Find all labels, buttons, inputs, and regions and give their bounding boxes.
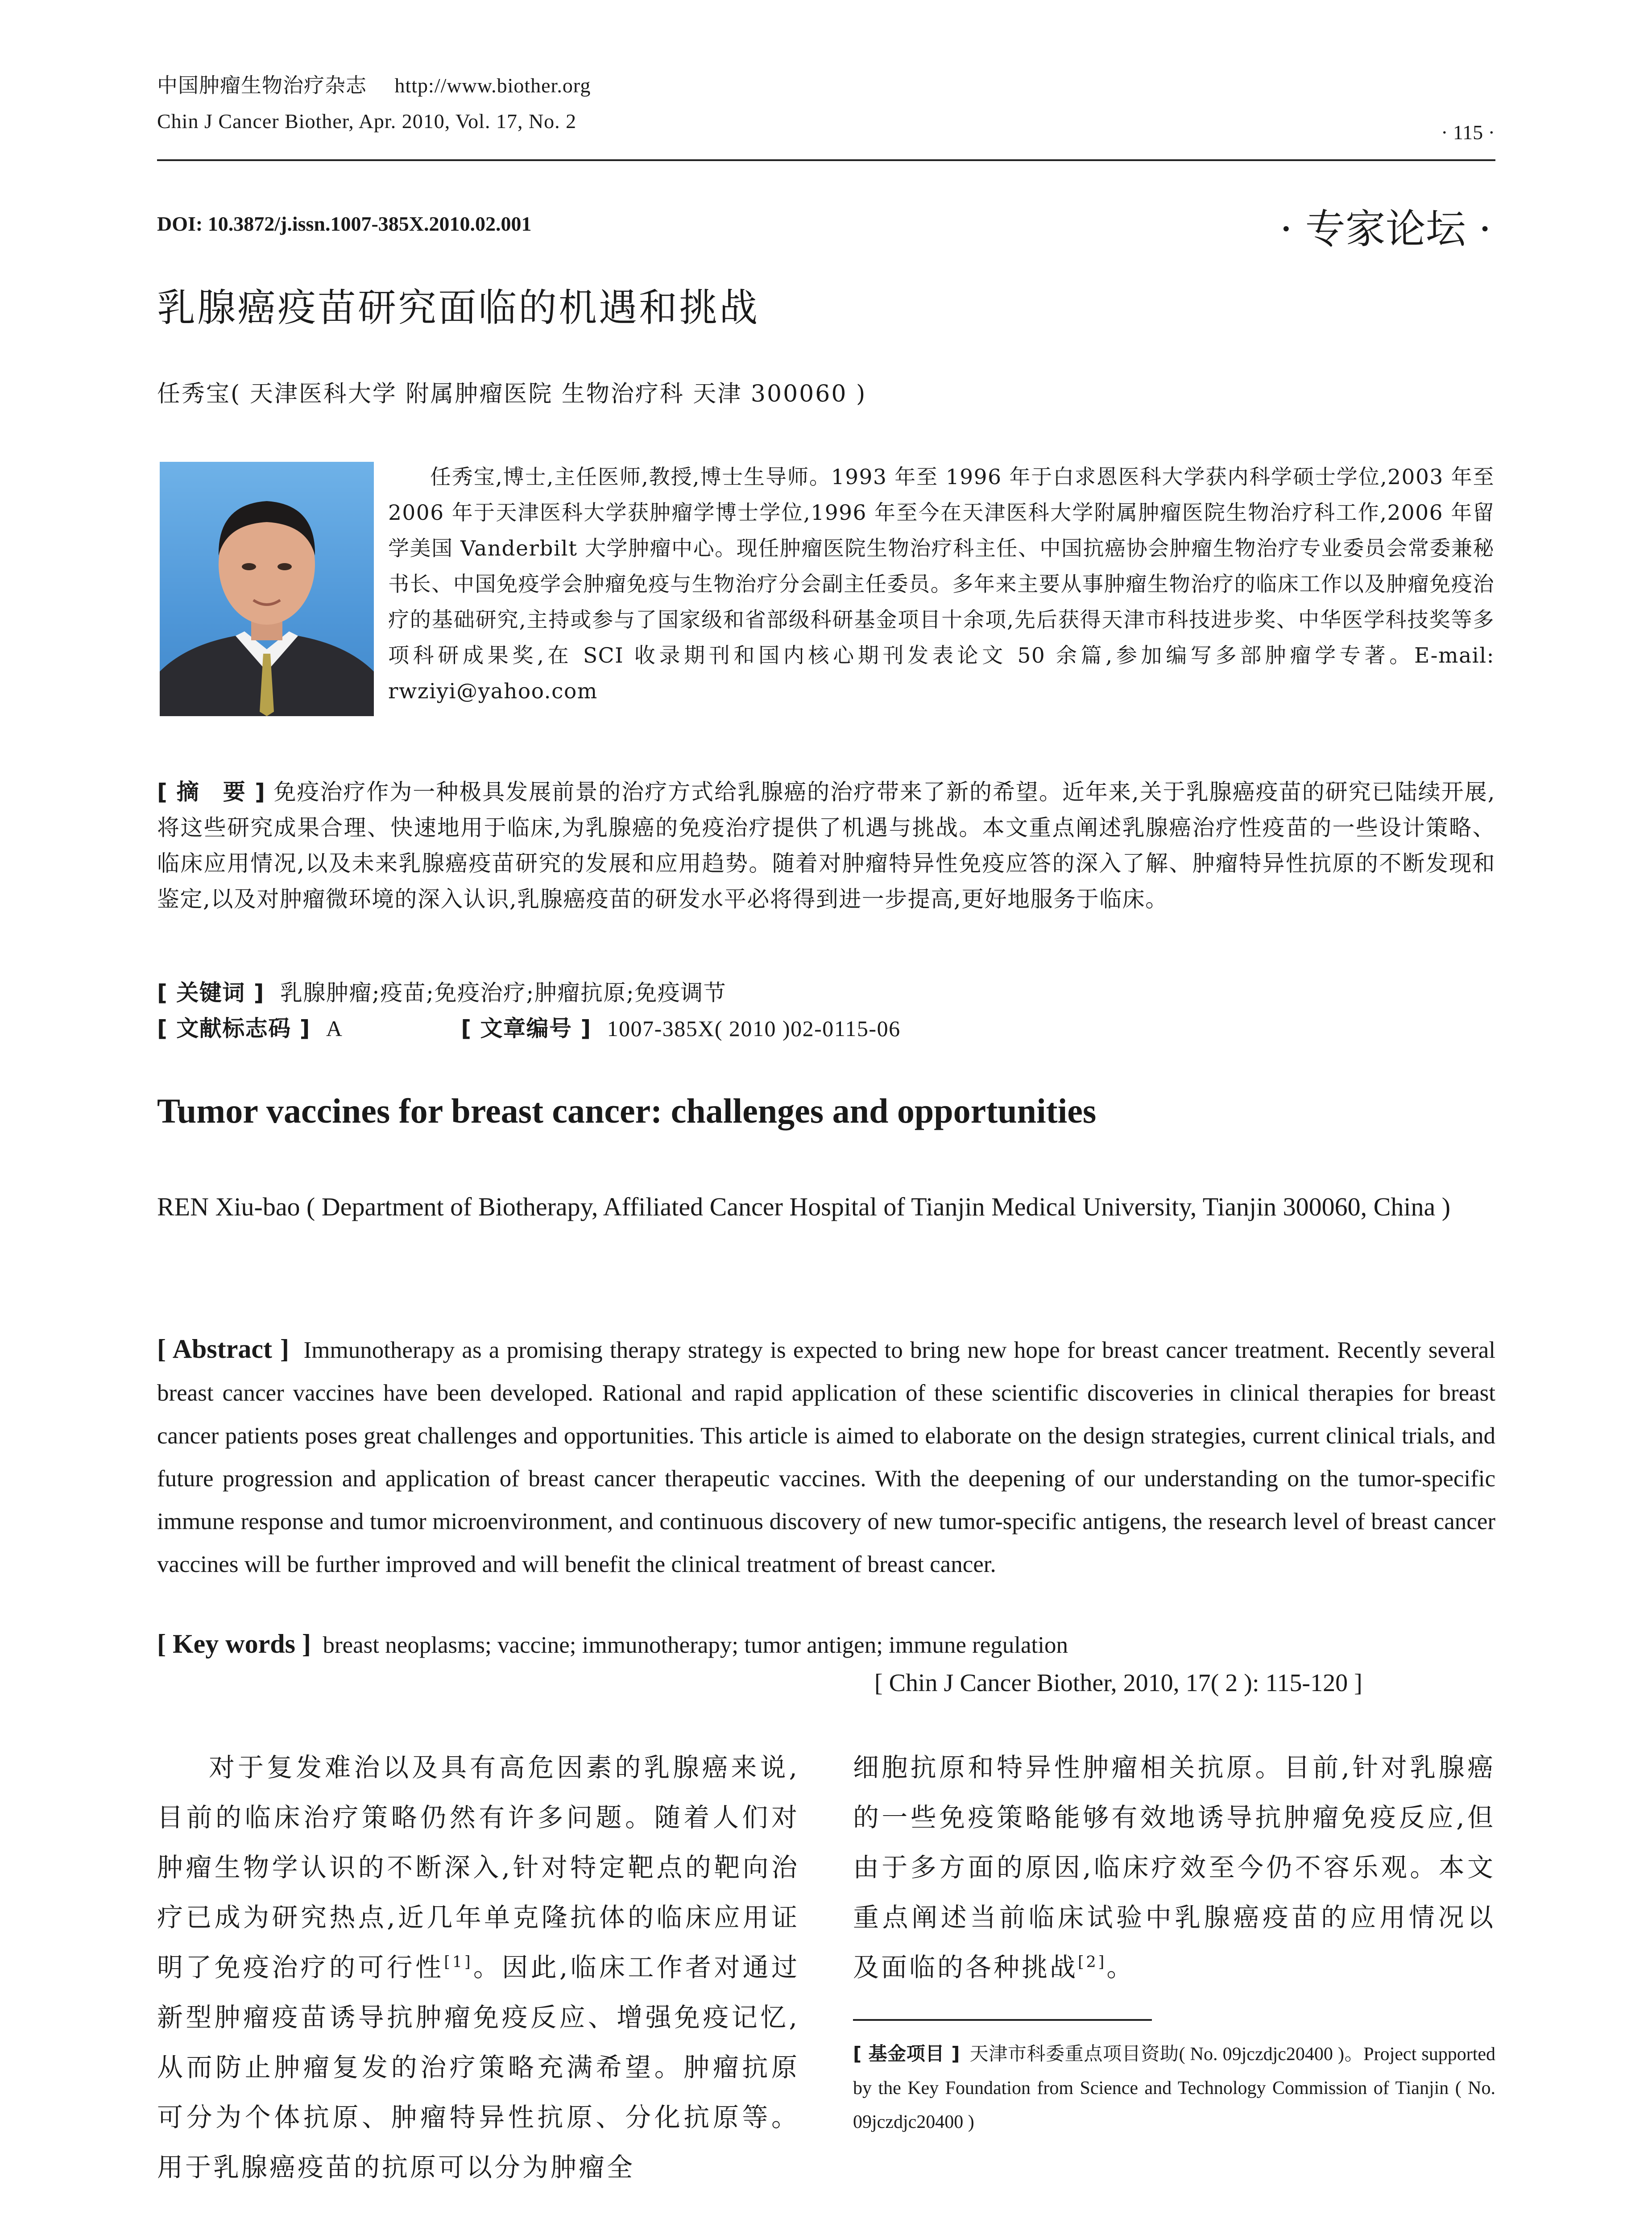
body-column-right: [853, 1742, 1495, 1992]
article-no-value: 1007-385X( 2010 )02-0115-06: [607, 1016, 901, 1041]
keywords-en-text: breast neoplasms; vaccine; immunotherapy; tumor antigen; immune regulation: [323, 1632, 1068, 1658]
keywords-en: [157, 1629, 1068, 1659]
portrait-illustration: [160, 462, 374, 716]
author-photo: [160, 462, 374, 716]
body-column-left: [157, 1742, 799, 2192]
keywords-cn-text: 乳腺肿瘤;疫苗;免疫治疗;肿瘤抗原;免疫调节: [280, 980, 727, 1006]
abstract-cn: [157, 774, 1495, 917]
doi[interactable]: DOI: 10.3872/j.issn.1007-385X.2010.02.001: [157, 212, 532, 235]
abstract-cn-label: [ 摘 要 ]: [157, 779, 266, 805]
article-title-cn: 乳腺癌疫苗研究面临的机遇和挑战: [157, 286, 759, 330]
author-affiliation-cn: 任秀宝( 天津医科大学 附属肿瘤医院 生物治疗科 天津 300060 ): [157, 381, 867, 407]
keywords-en-label: [ Key words ]: [157, 1629, 311, 1659]
doc-code-value: A: [326, 1016, 343, 1041]
body-right-text-a: 细胞抗原和特异性肿瘤相关抗原。目前,针对乳腺癌的一些免疫策略能够有效地诱导抗肿瘤免疫反应,但由于多方面的原因,临床疗效至今仍不容乐观。本文重点阐述当前临床试验中乳腺癌疫苗的应用情况以及面临的各种挑战: [853, 1752, 1495, 1982]
author-affiliation-en: REN Xiu-bao ( Department of Biotherapy, Affiliated Cancer Hospital of Tianjin Medical University, Tianjin 300060, China ): [157, 1192, 1451, 1221]
body-left-text-b: 。因此,临床工作者对通过新型肿瘤疫苗诱导抗肿瘤免疫反应、增强免疫记忆,从而防止肿瘤复发的治疗策略充满希望。肿瘤抗原可分为个体抗原、肿瘤特异性抗原、分化抗原等。用于乳腺癌疫苗的抗原可以分为肿瘤全: [157, 1952, 799, 2182]
column-label: · 专家论坛 ·: [1279, 206, 1491, 253]
funding-label: [ 基金项目 ]: [853, 2043, 960, 2065]
footnote-rule: [853, 2019, 1152, 2021]
page-number: · 115 ·: [1441, 121, 1495, 144]
classification-line: [157, 1011, 1495, 1043]
article-no-label: [ 文章编号 ]: [461, 1016, 592, 1041]
abstract-en-text: Immunotherapy as a promising therapy strategy is expected to bring new hope for breast cancer treatment. Recently several breast cancer vaccines have been developed. Rational and rapid application of these scientific discoveries in clinical therapies for breast cancer patients poses great challenges and opportunities. This article is aimed to elaborate on the design strategies, current clinical trials, and future progression and application of breast cancer therapeutic vaccines. With the deepening of our understanding on the tumor-specific immune response and tumor microenvironment, and continuous discovery of new tumor-specific antigens, the research level of breast cancer vaccines will be further improved and will benefit the clinical treatment of breast cancer.: [157, 1337, 1495, 1577]
doc-code-label: [ 文献标志码 ]: [157, 1016, 311, 1041]
header-rule: [157, 159, 1495, 161]
body-right-text-b: 。: [1106, 1952, 1135, 1982]
reference-1[interactable]: [1]: [444, 1953, 473, 1971]
author-bio: 任秀宝,博士,主任医师,教授,博士生导师。1993 年至 1996 年于白求恩医科大学获内科学硕士学位,2003 年至 2006 年于天津医科大学获肿瘤学博士学位,1996 年至今在天津医科大学附属肿瘤医院生物治疗科工作,2006 年留学美国 Vanderbilt 大学肿瘤中心。现任肿瘤医院生物治疗科主任、中国抗癌协会肿瘤生物治疗专业委员会常委兼秘书长、中国免疫学会肿瘤免疫与生物治疗分会副主任委员。多年来主要从事肿瘤生物治疗的临床工作以及肿瘤免疫治疗的基础研究,主持或参与了国家级和省部级科研基金项目十余项,先后获得天津市科技进步奖、中华医学科技奖等多项科研成果奖,在 SCI 收录期刊和国内核心期刊发表论文 50 余篇,参加编写多部肿瘤学专著。E-mail: rwziyi@yahoo.com: [388, 465, 1495, 704]
funding-footnote: [853, 2037, 1495, 2139]
article-title-en: Tumor vaccines for breast cancer: challenges and opportunities: [157, 1091, 1097, 1130]
abstract-en-label: [ Abstract ]: [157, 1334, 290, 1364]
journal-name-cn: 中国肿瘤生物治疗杂志: [157, 73, 367, 97]
journal-header-line: [157, 69, 591, 99]
abstract-cn-text: 免疫治疗作为一种极具发展前景的治疗方式给乳腺癌的治疗带来了新的希望。近年来,关于乳腺癌疫苗的研究已陆续开展,将这些研究成果合理、快速地用于临床,为乳腺癌的免疫治疗提供了机遇与挑战。本文重点阐述乳腺癌治疗性疫苗的一些设计策略、临床应用情况,以及未来乳腺癌疫苗研究的发展和应用趋势。随着对肿瘤特异性免疫应答的深入了解、肿瘤特异性抗原的不断发现和鉴定,以及对肿瘤微环境的深入认识,乳腺癌疫苗的研发水平必将得到进一步提高,更好地服务于临床。: [157, 779, 1495, 912]
abstract-en: [157, 1327, 1495, 1586]
body-left-text-a: 对于复发难治以及具有高危因素的乳腺癌来说,目前的临床治疗策略仍然有许多问题。随着人们对肿瘤生物学认识的不断深入,针对特定靶点的靶向治疗已成为研究热点,近几年单克隆抗体的临床应用证明了免疫治疗的可行性: [157, 1752, 799, 1982]
journal-issue: Chin J Cancer Biother, Apr. 2010, Vol. 17, No. 2: [157, 110, 577, 133]
funding-text: 天津市科委重点项目资助( No. 09jczdjc20400 )。Project supported by the Key Foundation from Science and Technology Commission of Tianjin ( No. 09jczdjc20400 ): [853, 2044, 1496, 2132]
citation: [ Chin J Cancer Biother, 2010, 17( 2 ): 115-120 ]: [874, 1669, 1362, 1697]
reference-2[interactable]: [2]: [1078, 1953, 1107, 1971]
journal-url[interactable]: http://www.biother.org: [394, 74, 591, 97]
keywords-cn-label: [ 关键词 ]: [157, 980, 265, 1006]
keywords-cn: [157, 975, 726, 1007]
